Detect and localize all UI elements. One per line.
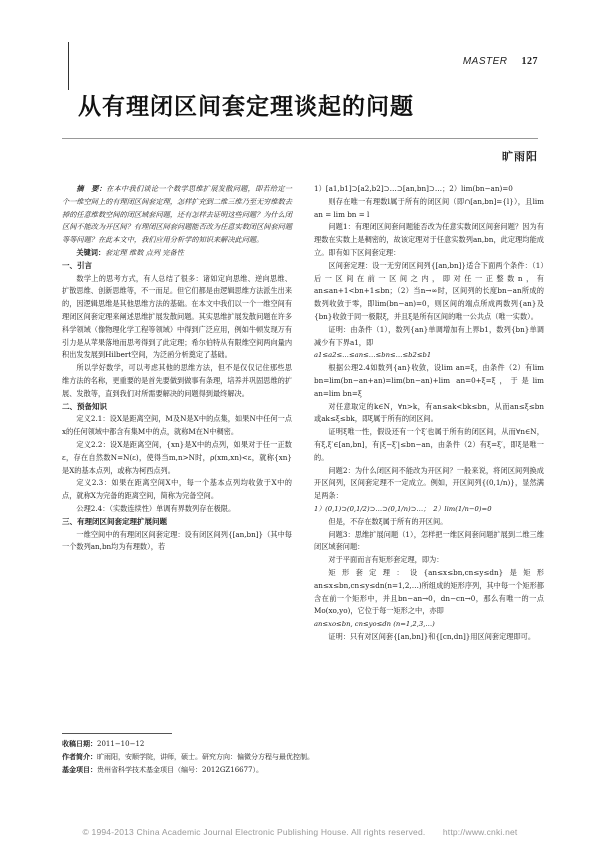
abstract-text: 在本中我们谈论一个数学思维扩展发散问题，即若给定一个一维空间上的有理闭区间套定理，怎样扩充到二维三维乃至无穷维数去掉的任意维数空间的闭区域套问题，还有怎样去证明这些问题？为什么闭区间不能改为开区间？有理闭区间套问题能否改为任意实数闭区间套问题等等问题？在此本文中，我们应用分析学的知识来解决此问题。 — [62, 184, 293, 245]
abstract — [62, 183, 292, 247]
left-column — [62, 183, 292, 554]
theorem-conclusion: 则存在唯一有理数l属于所有的闭区间（即∩[an,bn]={l}），且lim an = lim bn = l — [314, 196, 544, 219]
author-name: 旷雨阳 — [502, 151, 538, 163]
rectangle-inequality: an≤xo≤bn, cn≤yo≤dn (n=1,2,3,…) — [314, 620, 435, 629]
proof-uniqueness: 证明ξ唯一性，假设还有一个ξ′也属于所有的闭区间，从而∀n∈N，有ξ,ξ′∈[an,bn]，有|ξ−ξ′|≤bn−an，由条件（2）有ξ=ξ′，即ξ是唯一的。 — [314, 427, 544, 462]
section-1-paragraph-2: 所以学好数学，可以考虑其他的思维方法，但不是仅仅记住那些思维方法的名称，更重要的是首先要做到做事有条理，培养并巩固思维的扩展、发散等，直到我们对所需要解决的问题得到最终解决。 — [62, 363, 293, 398]
footnote-received: 收稿日期：2011−10−12 — [62, 740, 145, 748]
keywords-label: 关键词： — [76, 247, 106, 257]
inequality-chain: a1≤a2≤…≤an≤…≤bn≤…≤b2≤b1 — [314, 351, 432, 360]
keywords-text: 套定理 维数 点列 完备性 — [105, 247, 184, 257]
running-header — [463, 56, 538, 67]
definition-2-2: 定义2.2：设X是距离空间，{xn}是X中的点列，如果对于任一正数ε，存在自然数N=N(ε)，使得当m,n>N时，ρ(xm,xn)<ε，就称{xn}是X的基本点列，或称为柯西点列。 — [62, 439, 292, 475]
magazine-name: MASTER — [462, 56, 508, 67]
definition-2-3: 定义2.3：如果在距离空间X中，每一个基本点列均收敛于X中的点，就称X为完备的距离空间，简称为完备空间。 — [62, 478, 292, 501]
right-column — [314, 183, 544, 644]
footnote-fund: 基金项目：贵州省科学技术基金项目（编号：2012GZ16677）。 — [62, 766, 264, 774]
section-2-title: 二、预备知识 — [62, 401, 107, 411]
abstract-label: 摘 要： — [76, 184, 107, 193]
open-interval-example: 1）(0,1)⊃(0,1/2)⊃…⊃(0,1/n)⊃…； 2）lim(1/n−0)=0 — [314, 504, 492, 513]
question-2-conclusion: 但是，不存在数ξ属于所有的开区间。 — [328, 516, 448, 526]
title-rule — [62, 138, 538, 139]
nested-interval-theorem: 区间套定理：设一无穷闭区间列{[an,bn]}适合下面两个条件：（1）后一区间在前一区间之内，即对任一正整数n，有an≤an+1<bn+1≤bn；（2）当n→∞时，区间列的长度bn−an所成的数列收敛于零，即lim(bn−an)=0，则区间的端点所成两数列{an}及{bn}收敛于同一极限ξ，并且ξ是所有区间的唯一公共点（唯一实数）。 — [314, 260, 544, 321]
section-1-title: 一、引言 — [62, 260, 92, 270]
footnotes — [62, 738, 482, 777]
rectangle-theorem: 矩形套定理：设{an≤x≤bn,cn≤y≤dn}是矩形an≤x≤bn,cn≤y≤dn(n=1,2,…)所组成的矩形序列，其中每一个矩形都含在前一个矩形中，并且bn−an→0，dn−cn→0，那么有唯一的一点Mo(xo,yo)，它位于每一矩形之中，亦即 — [314, 567, 544, 616]
section-1-paragraph-1: 数学上的思考方式，有人总结了很多：诸如定向思维、逆向思维、扩散思维、创新思维等，不一而足。但它们都是由逻辑思维方法派生出来的，因逻辑思维是其他思维方法的基础。在本文中我们以一个一维空间有理闭区间套定理来阐述思维扩展发散问题。其实思维扩展发散问题在许多科学领域（像物理化学工程等领域）中得到广泛应用，例如牛顿发现万有引力是从苹果落地而思考得到了此定理；希尔伯特从有限维空间两向量内积出发发展到Hilbert空间，为泛函分析奠定了基础。 — [62, 273, 293, 360]
question-3: 问题3：思维扩展问题（1），怎样把一维区间套问题扩展到二维三维闭区域套问题： — [314, 529, 544, 552]
proof-start: 证明：由条件（1），数列{an}单调增加有上界b1，数列{bn}单调减少有下界a1，即 — [314, 324, 544, 347]
condition-line: 1）[a1,b1]⊃[a2,b2]⊃…⊃[an,bn]⊃…；2）lim(bn−an)=0 — [314, 184, 513, 193]
section-3-title: 三、有理闭区间套定理扩展问题 — [62, 516, 167, 526]
proof-membership: 对任意取定的k∈N，∀n>k，有an≤ak<bk≤bn，从而an≤ξ≤bn或ak≤ξ≤bk，即ξ属于所有的闭区间。 — [314, 401, 544, 424]
proof-limit: 根据公理2.4如数列{an}收敛，设lim an=ξ，由条件（2）有lim bn=lim(bn−an+an)=lim(bn−an)+lim an=0+ξ=ξ，于是lim an=lim bn=ξ — [314, 363, 544, 398]
definition-2-1: 定义2.1：设X是距离空间，M及N是X中的点集，如果N中任何一点x的任何领域中都含有集M中的点，就称M在N中稠密。 — [62, 414, 292, 437]
rectangle-proof: 证明：只有对区间套{[an,bn]}和{[cn,dn]}用区间套定理即可。 — [328, 631, 536, 641]
rectangle-intro: 对于平面而言有矩形套定理，即为： — [328, 555, 444, 565]
footnote-author: 作者简介：旷雨阳，安顺学院，讲师，硕士。研究方向：偏微分方程与最优控制。 — [62, 753, 314, 761]
question-1: 问题1：有理闭区间套问题能否改为任意实数闭区间套问题？因为有理数在实数上是稠密的，故该定理对于任意实数列an,bn，此定理均能成立。即有如下区间套定理： — [314, 222, 544, 257]
copyright-notice: © 1994-2013 China Academic Journal Electronic Publishing House. All rights reserved. http://www.cnki.net — [82, 827, 518, 837]
section-3-paragraph-1: 一维空间中的有理闭区间套定理：设有闭区间列{[an,bn]}（其中每一个数列an,bn均为有理数），若 — [62, 529, 292, 552]
axiom-2-4: 公理2.4：（实数连续性）单调有界数列存在极限。 — [76, 503, 236, 513]
article-title: 从有理闭区间套定理谈起的问题 — [78, 93, 414, 119]
page-number: 127 — [521, 56, 538, 67]
footnote-rule — [62, 733, 172, 734]
header-vertical-rule — [68, 42, 69, 90]
keywords — [62, 247, 292, 260]
question-2: 问题2：为什么闭区间不能改为开区间？一般来说，将闭区间列换成开区间列，区间套定理不一定成立。例如，开区间列{(0,1/n)}，显然满足两条： — [314, 465, 544, 501]
